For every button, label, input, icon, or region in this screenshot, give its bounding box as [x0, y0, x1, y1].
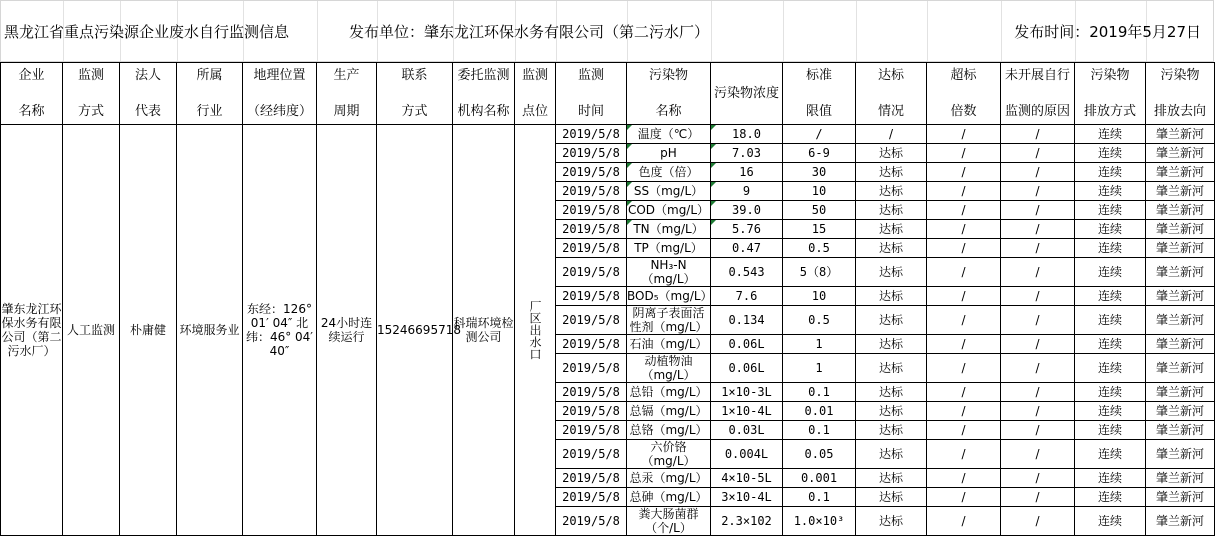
concentration: 5.76: [711, 220, 783, 239]
concentration: 2.3×102: [711, 507, 783, 536]
pollutant-name: pH: [627, 144, 711, 163]
not-monitored-reason: /: [1001, 163, 1075, 182]
compliance-status: 达标: [856, 354, 927, 383]
column-header-line2: 排放去向: [1153, 103, 1206, 119]
header-row: [1, 63, 1215, 125]
column-header-line1: 联系: [401, 67, 428, 83]
column-header-line2: 情况: [877, 103, 904, 119]
column-header-line1: 监测: [77, 67, 104, 83]
column-header: [1001, 63, 1075, 125]
monitor-date: 2019/5/8: [556, 125, 627, 144]
pollutant-name: TN（mg/L）: [627, 220, 711, 239]
concentration: 0.004L: [711, 440, 783, 469]
standard-limit: 15: [783, 220, 856, 239]
column-header-line1: 污染物浓度: [713, 85, 779, 101]
monitor-date: 2019/5/8: [556, 469, 627, 488]
discharge-mode: 连续: [1075, 125, 1146, 144]
discharge-mode: 连续: [1075, 469, 1146, 488]
title-bar: [0, 0, 1214, 62]
page-title: 黑龙江省重点污染源企业废水自行监测信息: [4, 23, 290, 41]
column-header-line1: 委托监测: [457, 67, 510, 83]
column-header-line2: 监测的原因: [1004, 103, 1070, 119]
not-monitored-reason: /: [1001, 220, 1075, 239]
standard-limit: 0.1: [783, 488, 856, 507]
concentration: 1×10-3L: [711, 383, 783, 402]
discharge-mode: 连续: [1075, 488, 1146, 507]
pollutant-name: 阴离子表面活性剂（mg/L）: [627, 306, 711, 335]
concentration: 3×10-4L: [711, 488, 783, 507]
discharge-mode: 连续: [1075, 220, 1146, 239]
column-header: [120, 63, 177, 125]
exceed-times: /: [927, 507, 1001, 536]
discharge-mode: 连续: [1075, 144, 1146, 163]
compliance-status: 达标: [856, 488, 927, 507]
standard-limit: /: [783, 125, 856, 144]
discharge-mode: 连续: [1075, 258, 1146, 287]
discharge-destination: 肇兰新河: [1146, 201, 1215, 220]
standard-limit: 0.5: [783, 306, 856, 335]
pollutant-name: SS（mg/L）: [627, 182, 711, 201]
discharge-destination: 肇兰新河: [1146, 507, 1215, 536]
geo-location: 东经：126° 01′ 04″ 北纬：46° 04′ 40″: [243, 125, 317, 536]
standard-limit: 10: [783, 182, 856, 201]
not-monitored-reason: /: [1001, 306, 1075, 335]
discharge-mode: 连续: [1075, 507, 1146, 536]
column-header-line1: 企业: [18, 67, 45, 83]
pollutant-name: COD（mg/L）: [627, 201, 711, 220]
concentration: 0.134: [711, 306, 783, 335]
exceed-times: /: [927, 488, 1001, 507]
discharge-destination: 肇兰新河: [1146, 125, 1215, 144]
publish-time-label: 发布时间：2019年5月27日: [1014, 23, 1201, 41]
compliance-status: 达标: [856, 306, 927, 335]
monitoring-method: 人工监测: [63, 125, 120, 536]
discharge-mode: 连续: [1075, 402, 1146, 421]
concentration: 39.0: [711, 201, 783, 220]
not-monitored-reason: /: [1001, 507, 1075, 536]
column-header: [783, 63, 856, 125]
pollutant-name: 动植物油（mg/L）: [627, 354, 711, 383]
column-header-line2: 时间: [577, 103, 604, 119]
compliance-status: 达标: [856, 258, 927, 287]
column-header-line2: 方式: [401, 103, 428, 119]
pollutant-name: 六价铬（mg/L）: [627, 440, 711, 469]
exceed-times: /: [927, 125, 1001, 144]
column-header: [856, 63, 927, 125]
monitor-date: 2019/5/8: [556, 220, 627, 239]
column-header-line1: 污染物: [1090, 67, 1130, 83]
exceed-times: /: [927, 440, 1001, 469]
column-header: [515, 63, 556, 125]
monitor-date: 2019/5/8: [556, 507, 627, 536]
discharge-destination: 肇兰新河: [1146, 488, 1215, 507]
standard-limit: 10: [783, 287, 856, 306]
industry: 环境服务业: [177, 125, 243, 536]
compliance-status: 达标: [856, 239, 927, 258]
column-header: [377, 63, 453, 125]
pollutant-name: 总铬（mg/L）: [627, 421, 711, 440]
discharge-mode: 连续: [1075, 440, 1146, 469]
concentration: 0.47: [711, 239, 783, 258]
compliance-status: 达标: [856, 402, 927, 421]
pollutant-name: NH₃-N（mg/L）: [627, 258, 711, 287]
compliance-status: 达标: [856, 182, 927, 201]
not-monitored-reason: /: [1001, 440, 1075, 469]
column-header-line2: 排放方式: [1083, 103, 1136, 119]
not-monitored-reason: /: [1001, 383, 1075, 402]
column-header: [177, 63, 243, 125]
concentration: 7.03: [711, 144, 783, 163]
monitor-date: 2019/5/8: [556, 354, 627, 383]
concentration: 0.06L: [711, 335, 783, 354]
exceed-times: /: [927, 306, 1001, 335]
concentration: 7.6: [711, 287, 783, 306]
monitor-date: 2019/5/8: [556, 440, 627, 469]
standard-limit: 1: [783, 354, 856, 383]
standard-limit: 0.5: [783, 239, 856, 258]
monitoring-agency: 科瑞环境检测公司: [453, 125, 515, 536]
exceed-times: /: [927, 182, 1001, 201]
exceed-times: /: [927, 354, 1001, 383]
monitor-date: 2019/5/8: [556, 201, 627, 220]
concentration: 4×10-5L: [711, 469, 783, 488]
column-header: [1, 63, 63, 125]
column-header-line2: 周期: [333, 103, 360, 119]
column-header-line2: 名称: [18, 103, 45, 119]
exceed-times: /: [927, 402, 1001, 421]
column-header: [1146, 63, 1215, 125]
compliance-status: 达标: [856, 201, 927, 220]
standard-limit: 0.01: [783, 402, 856, 421]
concentration: 0.543: [711, 258, 783, 287]
exceed-times: /: [927, 163, 1001, 182]
standard-limit: 0.1: [783, 421, 856, 440]
concentration: 1×10-4L: [711, 402, 783, 421]
pollutant-name: 色度（倍）: [627, 163, 711, 182]
discharge-mode: 连续: [1075, 421, 1146, 440]
discharge-mode: 连续: [1075, 306, 1146, 335]
discharge-mode: 连续: [1075, 201, 1146, 220]
legal-representative: 朴庸健: [120, 125, 177, 536]
standard-limit: 0.05: [783, 440, 856, 469]
column-header-line2: 代表: [134, 103, 161, 119]
column-header: [317, 63, 377, 125]
standard-limit: 30: [783, 163, 856, 182]
compliance-status: 达标: [856, 144, 927, 163]
column-header-line1: 超标: [950, 67, 977, 83]
column-header-line1: 监测: [521, 67, 548, 83]
discharge-destination: 肇兰新河: [1146, 440, 1215, 469]
column-header: [927, 63, 1001, 125]
compliance-status: 达标: [856, 220, 927, 239]
exceed-times: /: [927, 287, 1001, 306]
exceed-times: /: [927, 239, 1001, 258]
concentration: 0.03L: [711, 421, 783, 440]
discharge-mode: 连续: [1075, 335, 1146, 354]
column-header: [627, 63, 711, 125]
discharge-destination: 肇兰新河: [1146, 469, 1215, 488]
not-monitored-reason: /: [1001, 354, 1075, 383]
column-header-line2: 名称: [655, 103, 682, 119]
pollutant-name: 总砷（mg/L）: [627, 488, 711, 507]
monitor-date: 2019/5/8: [556, 306, 627, 335]
standard-limit: 1: [783, 335, 856, 354]
pollutant-name: TP（mg/L）: [627, 239, 711, 258]
not-monitored-reason: /: [1001, 258, 1075, 287]
monitor-date: 2019/5/8: [556, 258, 627, 287]
column-header-line2: （经纬度）: [246, 103, 312, 119]
exceed-times: /: [927, 469, 1001, 488]
column-header-line1: 所属: [196, 67, 223, 83]
column-header: [556, 63, 627, 125]
not-monitored-reason: /: [1001, 125, 1075, 144]
not-monitored-reason: /: [1001, 182, 1075, 201]
column-header: [243, 63, 317, 125]
column-header: [1075, 63, 1146, 125]
discharge-destination: 肇兰新河: [1146, 383, 1215, 402]
column-header-line2: 方式: [77, 103, 104, 119]
column-header-line1: 未开展自行: [1004, 67, 1070, 83]
monitoring-table: [0, 62, 1215, 536]
column-header-line1: 地理位置: [253, 67, 306, 83]
standard-limit: 0.1: [783, 383, 856, 402]
concentration: 9: [711, 182, 783, 201]
not-monitored-reason: /: [1001, 469, 1075, 488]
not-monitored-reason: /: [1001, 201, 1075, 220]
column-header-line2: 倍数: [950, 103, 977, 119]
compliance-status: /: [856, 125, 927, 144]
concentration: 0.06L: [711, 354, 783, 383]
standard-limit: 1.0×10³: [783, 507, 856, 536]
table-row: [1, 125, 1215, 144]
not-monitored-reason: /: [1001, 421, 1075, 440]
discharge-destination: 肇兰新河: [1146, 354, 1215, 383]
not-monitored-reason: /: [1001, 144, 1075, 163]
column-header-line1: 达标: [877, 67, 904, 83]
exceed-times: /: [927, 144, 1001, 163]
discharge-destination: 肇兰新河: [1146, 144, 1215, 163]
monitor-date: 2019/5/8: [556, 488, 627, 507]
monitor-date: 2019/5/8: [556, 163, 627, 182]
not-monitored-reason: /: [1001, 287, 1075, 306]
discharge-destination: 肇兰新河: [1146, 182, 1215, 201]
pollutant-name: 总汞（mg/L）: [627, 469, 711, 488]
enterprise-name: 肇东龙江环保水务有限公司（第二污水厂）: [1, 125, 63, 536]
pollutant-name: 总铅（mg/L）: [627, 383, 711, 402]
standard-limit: 50: [783, 201, 856, 220]
discharge-destination: 肇兰新河: [1146, 220, 1215, 239]
pollutant-name: BOD₅（mg/L）: [627, 287, 711, 306]
discharge-destination: 肇兰新河: [1146, 402, 1215, 421]
discharge-destination: 肇兰新河: [1146, 421, 1215, 440]
standard-limit: 6-9: [783, 144, 856, 163]
exceed-times: /: [927, 383, 1001, 402]
exceed-times: /: [927, 421, 1001, 440]
monitor-date: 2019/5/8: [556, 383, 627, 402]
column-header-line1: 污染物: [648, 67, 688, 83]
publisher-label: 发布单位：肇东龙江环保水务有限公司（第二污水厂）: [349, 23, 710, 41]
monitor-date: 2019/5/8: [556, 287, 627, 306]
exceed-times: /: [927, 220, 1001, 239]
compliance-status: 达标: [856, 383, 927, 402]
column-header: [453, 63, 515, 125]
discharge-mode: 连续: [1075, 287, 1146, 306]
discharge-destination: 肇兰新河: [1146, 163, 1215, 182]
discharge-mode: 连续: [1075, 354, 1146, 383]
discharge-destination: 肇兰新河: [1146, 335, 1215, 354]
not-monitored-reason: /: [1001, 488, 1075, 507]
concentration: 16: [711, 163, 783, 182]
column-header-line1: 法人: [134, 67, 161, 83]
column-header-line2: 行业: [196, 103, 223, 119]
monitor-date: 2019/5/8: [556, 182, 627, 201]
monitor-date: 2019/5/8: [556, 402, 627, 421]
monitoring-point: 厂区出水口: [515, 125, 556, 536]
pollutant-name: 总镉（mg/L）: [627, 402, 711, 421]
monitor-date: 2019/5/8: [556, 144, 627, 163]
column-header-line1: 标准: [805, 67, 832, 83]
column-header-line2: 限值: [805, 103, 832, 119]
column-header-line1: 污染物: [1160, 67, 1200, 83]
concentration: 18.0: [711, 125, 783, 144]
monitor-date: 2019/5/8: [556, 239, 627, 258]
discharge-mode: 连续: [1075, 163, 1146, 182]
pollutant-name: 粪大肠菌群（个/L）: [627, 507, 711, 536]
monitor-date: 2019/5/8: [556, 421, 627, 440]
compliance-status: 达标: [856, 335, 927, 354]
discharge-destination: 肇兰新河: [1146, 258, 1215, 287]
pollutant-name: 温度（℃）: [627, 125, 711, 144]
standard-limit: 5（8）: [783, 258, 856, 287]
discharge-mode: 连续: [1075, 383, 1146, 402]
exceed-times: /: [927, 258, 1001, 287]
discharge-mode: 连续: [1075, 182, 1146, 201]
contact-phone: 15246695718: [377, 125, 453, 536]
compliance-status: 达标: [856, 287, 927, 306]
column-header-line1: 生产: [333, 67, 360, 83]
discharge-destination: 肇兰新河: [1146, 239, 1215, 258]
exceed-times: /: [927, 335, 1001, 354]
compliance-status: 达标: [856, 440, 927, 469]
not-monitored-reason: /: [1001, 239, 1075, 258]
discharge-mode: 连续: [1075, 239, 1146, 258]
column-header-line2: 机构名称: [457, 103, 510, 119]
column-header-line2: 点位: [521, 103, 548, 119]
compliance-status: 达标: [856, 507, 927, 536]
discharge-destination: 肇兰新河: [1146, 306, 1215, 335]
pollutant-name: 石油（mg/L）: [627, 335, 711, 354]
discharge-destination: 肇兰新河: [1146, 287, 1215, 306]
not-monitored-reason: /: [1001, 402, 1075, 421]
exceed-times: /: [927, 201, 1001, 220]
compliance-status: 达标: [856, 469, 927, 488]
standard-limit: 0.001: [783, 469, 856, 488]
monitor-date: 2019/5/8: [556, 335, 627, 354]
compliance-status: 达标: [856, 163, 927, 182]
production-cycle: 24小时连续运行: [317, 125, 377, 536]
compliance-status: 达标: [856, 421, 927, 440]
not-monitored-reason: /: [1001, 335, 1075, 354]
column-header: [711, 63, 783, 125]
column-header-line1: 监测: [577, 67, 604, 83]
column-header: [63, 63, 120, 125]
